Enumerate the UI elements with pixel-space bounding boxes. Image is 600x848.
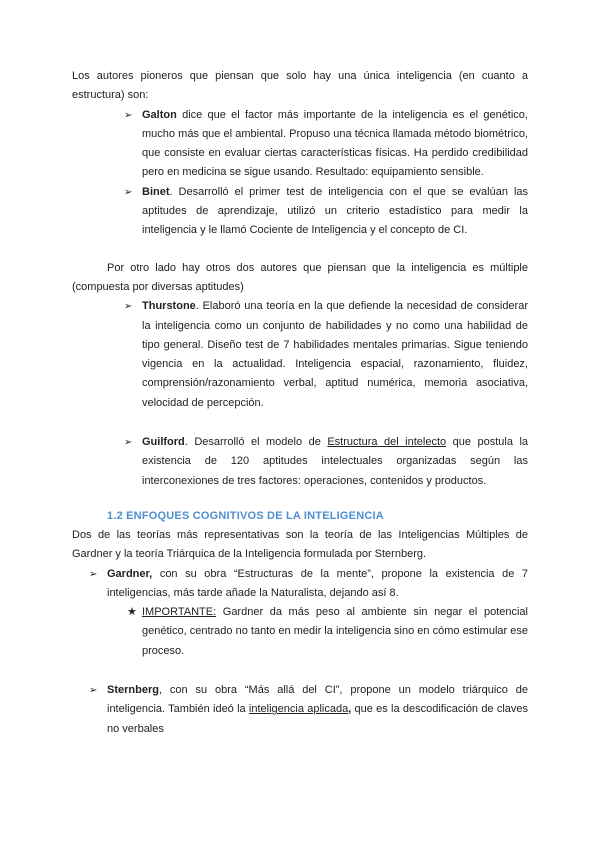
gardner-bullet	[89, 565, 528, 604]
author-text: . Desarrolló el modelo de	[184, 436, 328, 449]
arrow-bullet-icon: ➢	[124, 437, 133, 449]
section-heading: 1.2 ENFOQUES COGNITIVOS DE LA INTELIGENCIA	[107, 509, 384, 522]
author-text: , con su obra “Más allá del CI”, propone un modelo triárquico de inteligencia. También ideó la	[107, 684, 528, 716]
inteligencia-aplicada-link: inteligencia aplicada	[248, 703, 349, 716]
important-note	[127, 603, 528, 661]
author-name: Guilford	[142, 436, 185, 449]
binet-bullet	[124, 183, 528, 241]
author-text: . Desarrolló el primer test de inteligencia con el que se evalúan las aptitudes de aprendizaje, utilizó un criterio estadístico para medir la inteligencia y le llamó Cociente de Inteligencia y el concepto de CI.	[142, 185, 528, 237]
star-bullet-icon: ★	[127, 606, 137, 619]
author-text: con su obra “Estructuras de la mente”, propone la existencia de 7 inteligencias, más tarde añade la Naturalista, dejando así 8.	[107, 567, 528, 599]
section-intro-paragraph: Dos de las teorías más representativas son la teoría de las Inteligencias Múltiples de Gardner y la teoría Triárquica de la Inteligencia formulada por Sternberg.	[72, 528, 528, 561]
arrow-bullet-icon: ➢	[89, 685, 98, 697]
intro-unique-paragraph: Los autores pioneros que piensan que solo hay una única inteligencia (en cuanto a estructura) son:	[72, 70, 528, 102]
author-name: Galton	[142, 108, 177, 121]
estructura-intelecto-link: Estructura del intelecto	[327, 436, 447, 449]
important-label: IMPORTANTE:	[142, 606, 217, 619]
guilford-bullet	[124, 433, 529, 491]
thurstone-bullet	[124, 297, 528, 413]
arrow-bullet-icon: ➢	[124, 186, 133, 198]
author-text: dice que el factor más importante de la inteligencia es el genético, mucho más que el ambiental. Propuso una técnica llamada método biométrico, que consiste en evaluar ciertas características físicas. Ha perdido credibilidad pero en medicina se sigue usando. Resultado: equipamiento sensible.	[142, 108, 528, 179]
arrow-bullet-icon: ➢	[89, 568, 98, 580]
galton-bullet	[124, 106, 528, 183]
author-name: Binet	[142, 185, 170, 198]
author-name: Thurstone	[142, 300, 196, 313]
author-text-after: que es la descodificación de claves no verbales	[107, 703, 528, 735]
author-name: Gardner,	[107, 567, 153, 580]
author-text-after: que postula la existencia de 120 aptitudes intelectuales organizadas según las interconexiones de tres factores: operaciones, contenidos y productos.	[142, 436, 529, 487]
author-text: . Elaboró una teoría en la que defiende la necesidad de considerar la inteligencia como un conjunto de habilidades y no como una habilidad de tipo general. Diseño test de 7 habilidades mentales primarias. Sigue teniendo vigencia en la actualidad. Inteligencia espacial, razonamiento, fluidez, comprensión/razonamiento verbal, aptitud numérica, memoria asociativa, velocidad de percepción.	[142, 300, 528, 409]
important-text: Gardner da más peso al ambiente sin negar el potencial genético, centrado no tanto en medir la inteligencia sino en cómo estimular ese proceso.	[142, 606, 528, 657]
author-name: Sternberg	[107, 684, 159, 697]
sternberg-bullet	[89, 681, 528, 739]
arrow-bullet-icon: ➢	[124, 301, 133, 313]
arrow-bullet-icon: ➢	[124, 109, 133, 121]
intro-multiple-paragraph: Por otro lado hay otros dos autores que piensan que la inteligencia es múltiple (compuesta por diversas aptitudes)	[72, 261, 528, 293]
bold-comma: ,	[348, 703, 352, 716]
